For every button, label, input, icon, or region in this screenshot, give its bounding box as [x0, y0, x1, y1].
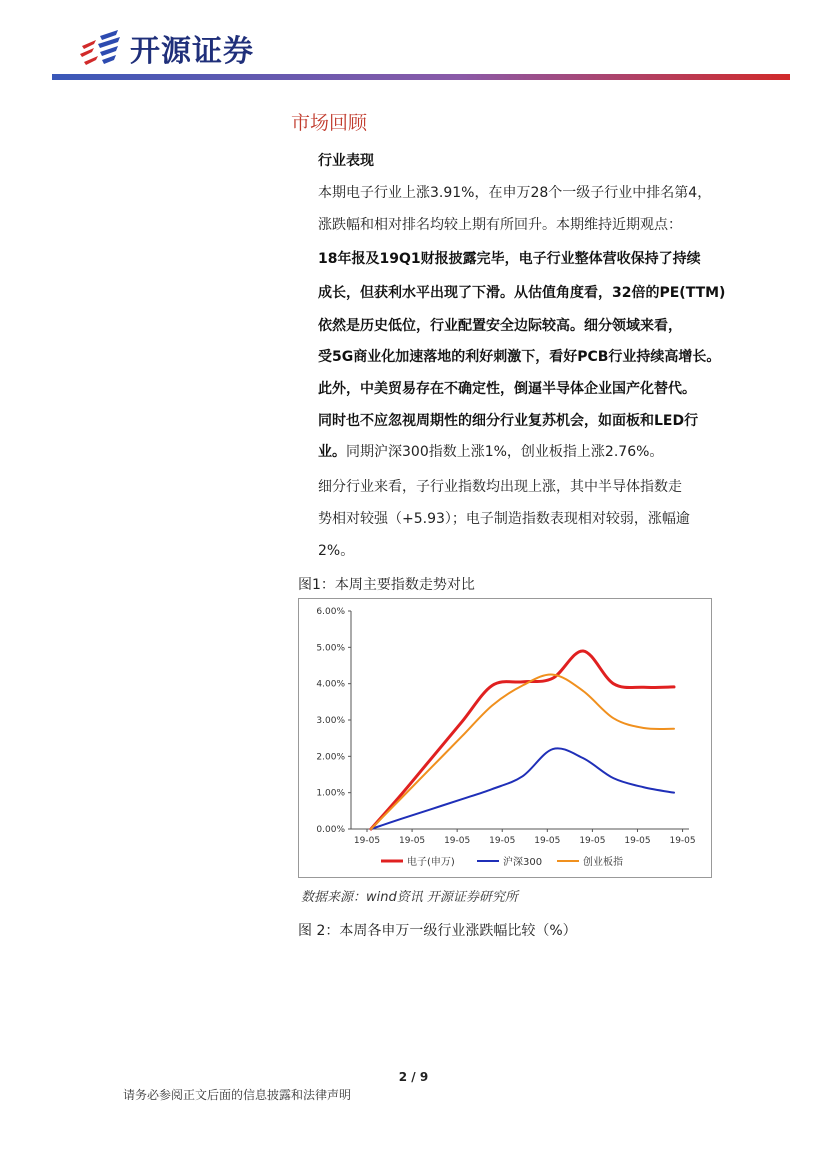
section-title: 市场回顾: [291, 112, 368, 134]
normal-fragment: 同期沪深300指数上涨1%，创业板指上涨2.76%。: [346, 444, 664, 460]
logo-mark-icon: [78, 26, 126, 70]
legend-label: 沪深300: [503, 857, 543, 868]
x-tick-label: 19-05: [444, 836, 471, 846]
page-number: 2 / 9: [398, 1070, 429, 1084]
figure1-source: 数据来源：wind资讯 开源证券研究所: [301, 890, 518, 905]
bold-paragraph-line: 18年报及19Q1财报披露完毕，电子行业整体营收保持了持续: [318, 251, 701, 267]
paragraph-line: [318, 441, 728, 461]
x-tick-label: 19-05: [624, 836, 651, 846]
series-line-0: [371, 651, 674, 829]
y-tick-label: 2.00%: [316, 752, 345, 763]
figure1-caption: 图1：本周主要指数走势对比: [298, 577, 475, 593]
paragraph-line: 本期电子行业上涨3.91%，在申万28个一级子行业中排名第4，: [318, 185, 712, 201]
section-subtitle: 行业表现: [318, 153, 374, 169]
paragraph-line: 2%。: [318, 543, 355, 559]
x-tick-label: 19-05: [579, 836, 606, 846]
bold-paragraph-line: 同时也不应忽视周期性的细分行业复苏机会，如面板和LED行: [318, 413, 699, 429]
index-trend-chart: [298, 598, 712, 878]
bold-paragraph-line: 受5G商业化加速落地的利好刺激下，看好PCB行业持续高增长。: [318, 349, 721, 365]
bold-paragraph-line: 成长，但获利水平出现了下滑。从估值角度看，32倍的PE(TTM): [318, 285, 726, 301]
footer-disclaimer: 请务必参阅正文后面的信息披露和法律声明: [123, 1088, 352, 1102]
y-tick-label: 3.00%: [316, 716, 345, 726]
paragraph-line: 细分行业来看，子行业指数均出现上涨，其中半导体指数走: [318, 479, 682, 495]
y-tick-label: 4.00%: [316, 679, 345, 690]
paragraph-line: 涨跌幅和相对排名均较上期有所回升。本期维持近期观点：: [318, 217, 682, 233]
y-tick-label: 0.00%: [316, 825, 345, 835]
paragraph-line: 势相对较强（+5.93）；电子制造指数表现相对较弱，涨幅逾: [318, 511, 690, 527]
bold-paragraph-line: 此外，中美贸易存在不确定性，倒逼半导体企业国产化替代。: [318, 381, 696, 397]
header-divider: [52, 74, 790, 80]
company-logo: [78, 26, 254, 70]
legend-label: 电子(申万): [407, 857, 455, 868]
chart-svg: [299, 599, 711, 877]
x-tick-label: 19-05: [534, 836, 561, 846]
company-name: 开源证券: [130, 34, 254, 69]
y-tick-label: 1.00%: [316, 788, 345, 799]
series-line-1: [371, 748, 674, 829]
legend-label: 创业板指: [583, 857, 623, 868]
y-tick-label: 5.00%: [316, 643, 345, 654]
x-tick-label: 19-05: [399, 836, 426, 846]
figure2-caption: 图 2：本周各申万一级行业涨跌幅比较（%）: [298, 923, 577, 939]
x-tick-label: 19-05: [669, 836, 696, 846]
x-tick-label: 19-05: [489, 836, 516, 846]
bold-paragraph-line: 依然是历史低位，行业配置安全边际较高。细分领域来看，: [318, 318, 682, 334]
series-line-2: [371, 674, 674, 829]
y-tick-label: 6.00%: [316, 607, 345, 617]
bold-fragment: 业。: [318, 444, 346, 460]
x-tick-label: 19-05: [353, 836, 381, 846]
